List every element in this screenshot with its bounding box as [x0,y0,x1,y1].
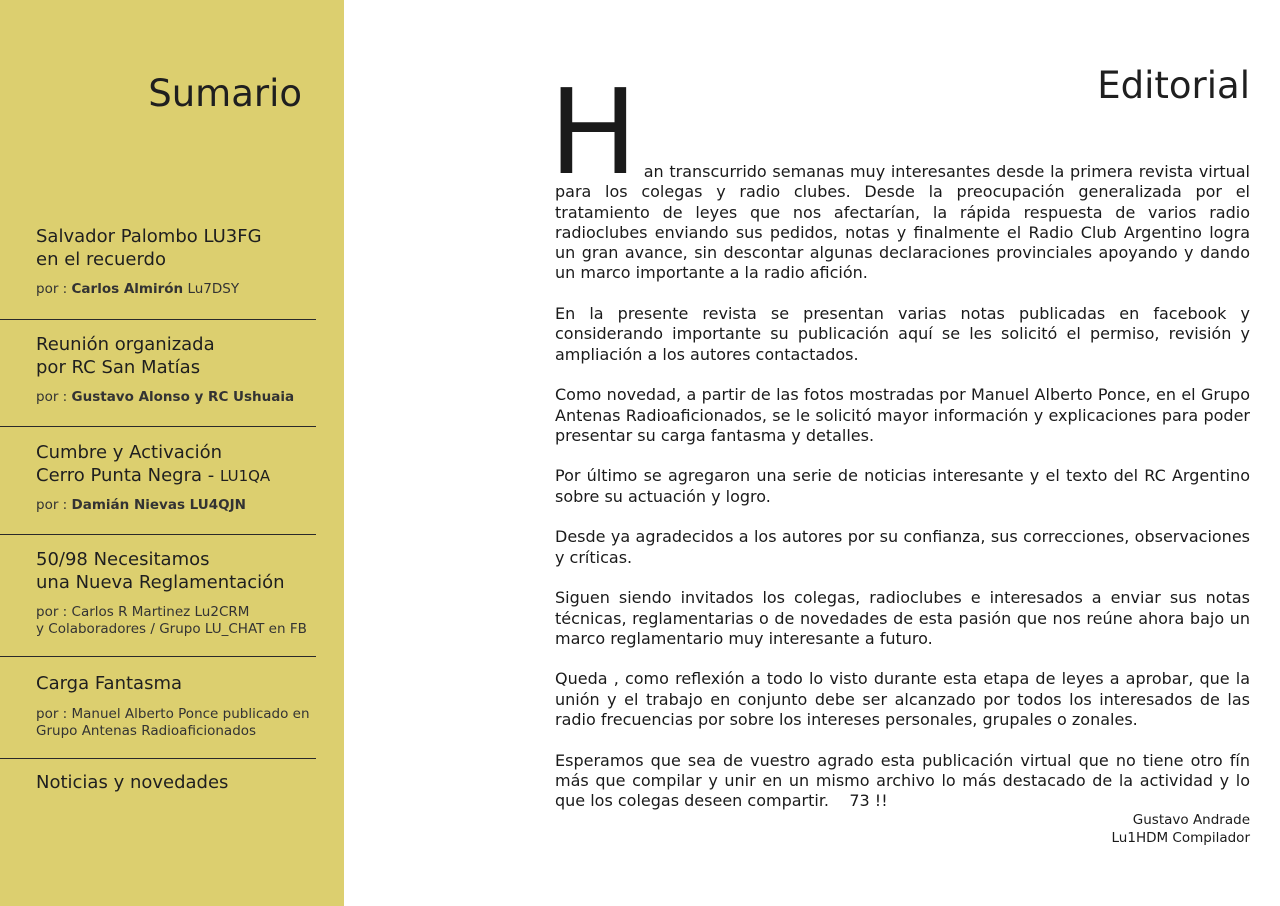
editorial-title: Editorial [1097,64,1250,107]
toc-entry[interactable] [0,657,316,747]
paragraph: Esperamos que sea de vuestro agrado esta publicación virtual que no tiene otro fín más que compilar y unir en un mismo archivo lo más destacado de la actividad y lo que los colegas deseen compartir. 73 !! [555,750,1256,811]
toc-entry-title: Carga Fantasma [36,673,183,694]
toc-entry-author: por : Carlos Almirón Lu7DSY [36,281,240,297]
toc-entry-title: Salvador Palombo LU3FG en el recuerdo [36,226,262,270]
toc-entry-title: 50/98 Necesitamos una Nueva Reglamentación [36,549,285,593]
toc-entry-author: por : Damián Nievas LU4QJN [36,497,246,513]
toc-entry-title: Reunión organizada por RC San Matías [36,334,215,378]
sidebar [0,0,344,906]
paragraph: Han transcurrido semanas muy interesantes desde la primera revista virtual para los colegas y radio clubes. Desde la preocupación generalizada por el tratamiento de leyes que nos afectarían, la rápida respuesta de varios radio radioclubes enviando sus pedidos, notas y finalmente el Radio Club Argentino logra un gran avance, sin descontar algunas declaraciones provinciales apoyando y dando un marco importante a la radio afición. [549,63,1250,283]
signature-name: Gustavo Andrade [1132,812,1250,828]
paragraph: Por último se agregaron una serie de noticias interesante y el texto del RC Argentino sobre su actuación y logro. [555,466,1250,506]
drop-cap: H [549,63,638,201]
toc-entry-author: por : Carlos R Martinez Lu2CRM y Colaboradores / Grupo LU_CHAT en FB [36,604,307,637]
paragraph: Desde ya agradecidos a los autores por su confianza, sus correcciones, observaciones y críticas. [555,527,1250,567]
toc-entry-title: Cumbre y Activación Cerro Punta Negra - LU1QA [36,442,271,486]
sumario-title: Sumario [148,72,302,115]
signature-role: Lu1HDM Compilador [1111,829,1250,846]
toc-entry[interactable] [0,535,316,645]
toc-entry-author: por : Manuel Alberto Ponce publicado en Grupo Antenas Radioaficionados [36,705,310,739]
toc-entry[interactable] [0,320,316,413]
table-of-contents [0,226,316,795]
paragraph: Siguen siendo invitados los colegas, radioclubes e interesados a enviar sus notas técnicas, reglamentarias o de novedades de esta pasión que nos reúne ahora bajo un marco reglamentario muy interesante a futuro. [555,588,1250,648]
paragraph: Queda , como reflexión a todo lo visto durante esta etapa de leyes a aprobar, que la unión y el trabajo en conjunto debe ser alcanzado por todos los interesados de las radio frecuencias por sobre los intereses personales, grupales o zonales. [555,669,1250,730]
toc-entry[interactable] [0,759,316,795]
toc-entry-title: Noticias y novedades [36,772,229,793]
toc-entry[interactable] [0,226,316,305]
paragraph: En la presente revista se presentan varias notas publicadas en facebook y considerando importante su publicación aquí se les solicitó el permiso, revisión y ampliación a los autores contactados. [555,304,1250,364]
toc-entry[interactable] [0,427,316,521]
toc-entry-author: por : Gustavo Alonso y RC Ushuaia [36,389,295,405]
signature [1112,812,1250,847]
paragraph: Como novedad, a partir de las fotos mostradas por Manuel Alberto Ponce, en el Grupo Antenas Radioaficionados, se le solicitó mayor información y explicaciones para poder presentar su carga fantasma y detalles. [555,385,1250,445]
